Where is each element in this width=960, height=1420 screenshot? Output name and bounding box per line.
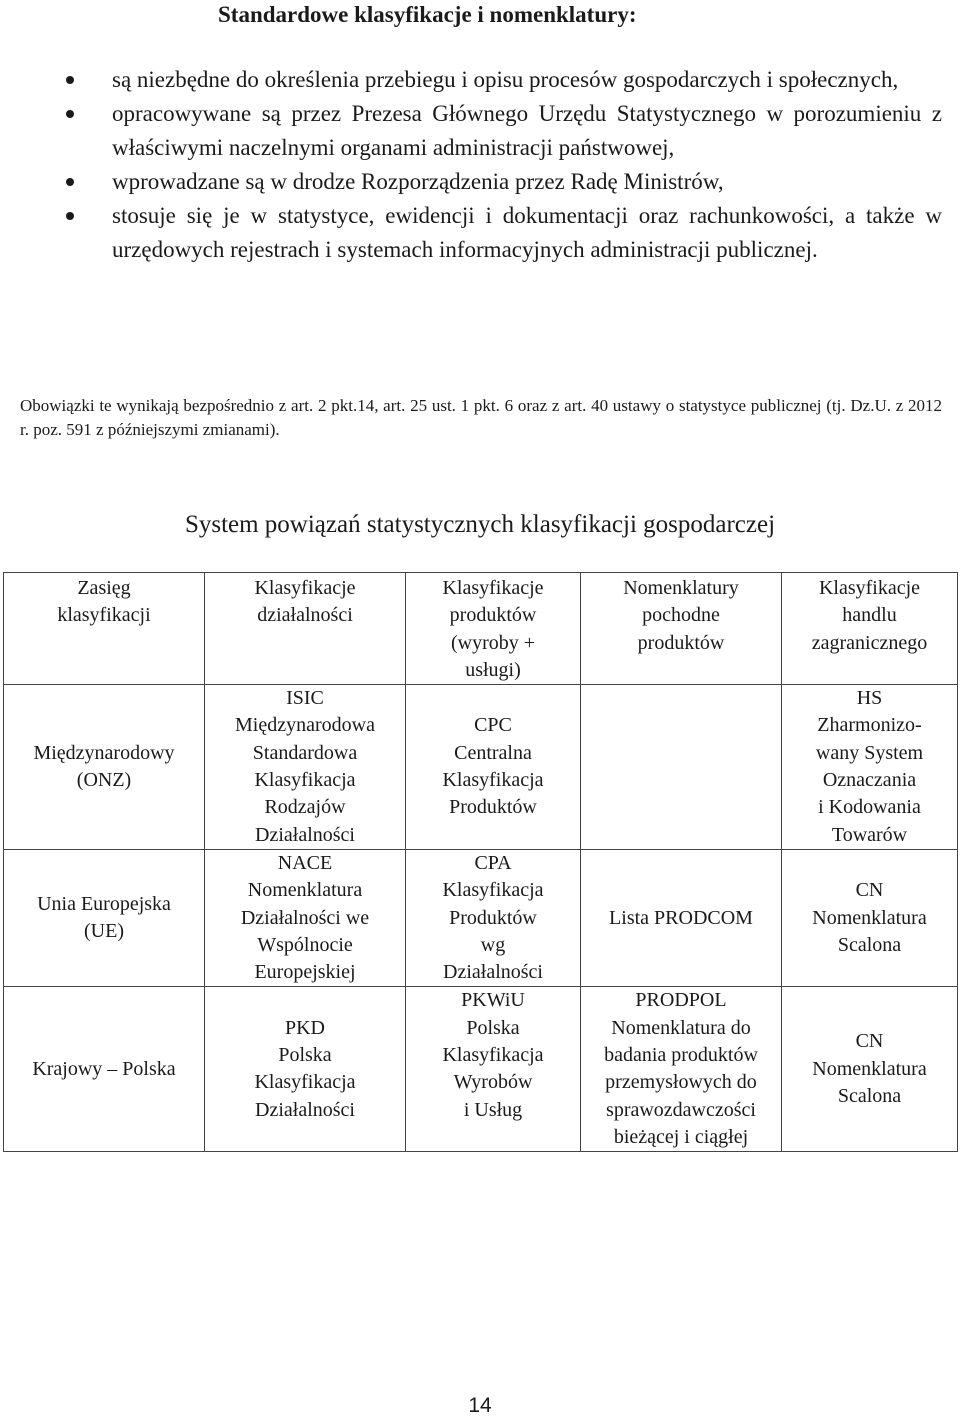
cell-text-line: Towarów <box>831 823 908 846</box>
products-cell <box>406 987 581 1152</box>
bullet-text: są niezbędne do określenia przebiegu i opisu procesów gospodarczych i społecznych, <box>112 67 899 92</box>
bullet-item <box>0 63 960 97</box>
cell-text-line: Klasyfikacja <box>442 1044 544 1067</box>
cell-text-line: Centralna <box>454 741 532 764</box>
header-cell-activity <box>205 573 406 685</box>
cell-text-line: Nomenklatura <box>247 879 363 902</box>
cell-text-line: Scalona <box>837 1084 902 1107</box>
cell-text-line: Nomenklatura <box>812 1057 927 1080</box>
cell-text-line: Polska <box>466 1016 520 1039</box>
cell-text-line: Oznaczania <box>822 769 917 792</box>
trade-cell <box>782 849 958 986</box>
cell-text-line: Międzynarodowy <box>33 741 175 764</box>
cell-text-line: Klasyfikacja <box>442 769 544 792</box>
cell-text-line: CN <box>855 1030 884 1053</box>
trade-cell <box>782 685 958 850</box>
cell-text-line: HS <box>856 687 883 710</box>
cell-text-line: Zasięg <box>77 577 131 599</box>
bullet-text: wprowadzane są w drodze Rozporządzenia przez Radę Ministrów, <box>112 169 724 194</box>
header-cell-scope <box>4 573 205 685</box>
cell-text-line: wg <box>480 933 506 956</box>
cell-text-line: Standardowa <box>252 741 358 764</box>
table-header-row <box>4 573 958 685</box>
trade-cell <box>782 987 958 1152</box>
cell-text-line: Klasyfikacje <box>818 577 921 599</box>
header-cell-trade <box>782 573 958 685</box>
page-heading: Standardowe klasyfikacje i nomenklatury: <box>218 2 637 27</box>
cell-text-line: Klasyfikacje <box>442 577 544 599</box>
cell-text-line: Wyrobów <box>453 1071 533 1094</box>
cell-text-line: Polska <box>278 1044 332 1067</box>
classification-table <box>3 572 958 1152</box>
bullet-dot-icon <box>66 76 74 84</box>
cell-text-line: CN <box>855 879 884 902</box>
cell-text-line: bieżącej i ciągłej <box>613 1125 749 1148</box>
cell-text-line: produktów <box>637 631 725 654</box>
cell-text-line: Działalności we <box>240 906 370 929</box>
cell-text-line: działalności <box>257 604 353 627</box>
cell-text-line: Europejskiej <box>254 961 356 984</box>
cell-text-line: PKD <box>284 1016 325 1039</box>
cell-text-line: badania produktów <box>604 1044 758 1067</box>
cell-text-line: Wspólnocie <box>257 933 353 956</box>
cell-text-line: Produktów <box>449 906 537 929</box>
cell-text-line: Krajowy – Polska <box>32 1057 176 1080</box>
cell-text-line: Nomenklatura <box>812 906 927 929</box>
cell-text-line: CPC <box>474 714 512 737</box>
cell-text-line: PRODPOL <box>635 989 727 1012</box>
cell-text-line: (UE) <box>84 920 124 943</box>
bullet-list <box>0 63 960 267</box>
cell-text-line: zagranicznego <box>811 631 928 654</box>
row-scope-cell <box>4 987 205 1152</box>
bullet-item <box>0 199 960 267</box>
cell-text-line: ISIC <box>286 687 324 710</box>
table-row <box>4 685 958 850</box>
activity-cell <box>205 685 406 850</box>
activity-cell <box>205 987 406 1152</box>
cell-text-line: Lista PRODCOM <box>609 906 753 929</box>
row-scope-cell <box>4 849 205 986</box>
cell-text-line: Działalności <box>255 823 355 846</box>
page-number: 14 <box>468 1394 492 1417</box>
products-cell <box>406 685 581 850</box>
cell-text-line: wany System <box>815 741 924 764</box>
cell-text-line: klasyfikacji <box>57 604 151 627</box>
cell-text-line: (ONZ) <box>76 769 132 792</box>
cell-text-line: handlu <box>842 604 897 627</box>
cell-text-line: sprawozdawczości <box>606 1098 756 1121</box>
cell-text-line: Nomenklatury <box>623 577 739 599</box>
bullet-text: opracowywane są przez Prezesa Głównego Urzędu Statystycznego w porozumieniu z właściwymi naczelnymi organami administracji państwowej, <box>112 101 942 160</box>
cell-text-line: produktów <box>449 604 537 627</box>
activity-cell <box>205 849 406 986</box>
table-row <box>4 849 958 986</box>
row-scope-cell <box>4 685 205 850</box>
cell-text-line: NACE <box>277 851 333 874</box>
legal-basis-paragraph: Obowiązki te wynikają bezpośrednio z art. 2 pkt.14, art. 25 ust. 1 pkt. 6 oraz z art. 40 ustawy o statystyce publicznej (tj. Dz.U. z 2012 r. poz. 591 z późniejszymi zmianami). <box>20 396 942 439</box>
header-cell-derived <box>581 573 782 685</box>
cell-text-line: Działalności <box>443 961 543 984</box>
cell-text-line: Scalona <box>837 933 902 956</box>
cell-text-line: Klasyfikacje <box>254 577 356 599</box>
cell-text-line: Klasyfikacja <box>254 769 356 792</box>
cell-text-line: i Usług <box>463 1098 523 1121</box>
cell-text-line: Rodzajów <box>264 796 346 819</box>
derived-cell <box>581 849 782 986</box>
cell-text-line: Klasyfikacja <box>254 1071 356 1094</box>
cell-text-line: usługi) <box>465 658 521 681</box>
cell-text-line: Międzynarodowa <box>235 714 375 737</box>
cell-text-line: PKWiU <box>461 989 525 1012</box>
cell-text-line: Unia Europejska <box>37 892 171 915</box>
table-row <box>4 987 958 1152</box>
bullet-text: stosuje się je w statystyce, ewidencji i dokumentacji oraz rachunkowości, a także w urzędowych rejestrach i systemach informacyjnych administracji publicznej. <box>112 203 942 262</box>
bullet-item <box>0 97 960 165</box>
cell-text-line: Produktów <box>449 796 537 819</box>
header-cell-products <box>406 573 581 685</box>
bullet-dot-icon <box>66 212 74 220</box>
cell-text-line: Zharmonizo- <box>817 714 922 737</box>
cell-text-line: CPA <box>474 851 512 874</box>
derived-cell <box>581 987 782 1152</box>
cell-text-line: i Kodowania <box>818 796 921 819</box>
cell-text-line: (wyroby + <box>450 631 536 654</box>
derived-cell <box>581 685 782 850</box>
bullet-dot-icon <box>66 110 74 118</box>
bullet-item <box>0 165 960 199</box>
cell-text-line: Klasyfikacja <box>442 879 544 902</box>
cell-text-line: przemysłowych do <box>605 1071 757 1094</box>
section-title: System powiązań statystycznych klasyfikacji gospodarczej <box>184 511 776 538</box>
cell-text-line: pochodne <box>642 604 720 627</box>
cell-text-line: Nomenklatura do <box>611 1016 751 1039</box>
cell-text-line: Działalności <box>255 1098 355 1121</box>
products-cell <box>406 849 581 986</box>
bullet-dot-icon <box>66 178 74 186</box>
